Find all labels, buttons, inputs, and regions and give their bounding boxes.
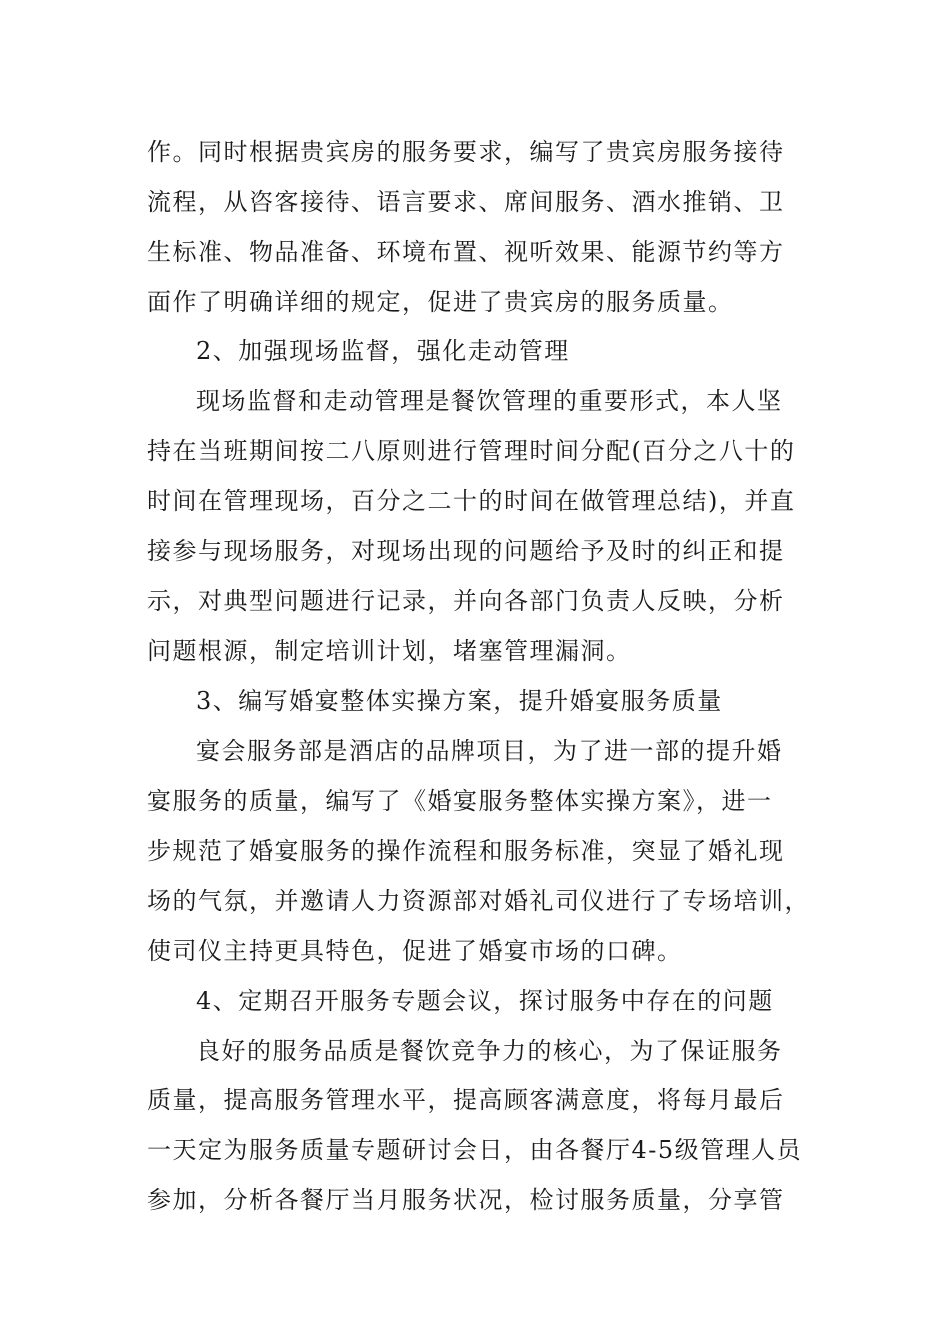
text-line: 现场监督和走动管理是餐饮管理的重要形式，本人坚 — [196, 387, 783, 415]
text-line: 场的气氛，并邀请人力资源部对婚礼司仪进行了专场培训， — [147, 887, 810, 915]
text-line: 步规范了婚宴服务的操作流程和服务标准，突显了婚礼现 — [147, 837, 785, 865]
text-line: 生标准、物品准备、环境布置、视听效果、能源节约等方 — [147, 238, 785, 266]
text-line: 宴服务的质量，编写了《婚宴服务整体实操方案》，进一 — [147, 787, 773, 815]
text-line: 宴会服务部是酒店的品牌项目，为了进一部的提升婚 — [196, 737, 783, 765]
text-line: 示，对典型问题进行记录，并向各部门负责人反映，分析 — [147, 587, 785, 615]
text-line: 持在当班期间按二八原则进行管理时间分配(百分之八十的 — [147, 437, 796, 465]
section-heading: 3、编写婚宴整体实操方案，提升婚宴服务质量 — [196, 687, 723, 715]
text-line: 使司仪主持更具特色，促进了婚宴市场的口碑。 — [147, 937, 683, 965]
text-line: 参加，分析各餐厅当月服务状况，检讨服务质量，分享管 — [147, 1186, 785, 1214]
text-line: 面作了明确详细的规定，促进了贵宾房的服务质量。 — [147, 288, 734, 316]
text-line: 良好的服务品质是餐饮竞争力的核心，为了保证服务 — [196, 1037, 783, 1065]
text-line: 接参与现场服务，对现场出现的问题给予及时的纠正和提 — [147, 537, 785, 565]
section-heading: 4、定期召开服务专题会议，探讨服务中存在的问题 — [196, 987, 774, 1015]
text-line: 问题根源，制定培训计划，堵塞管理漏洞。 — [147, 637, 632, 665]
text-line: 质量，提高服务管理水平，提高顾客满意度，将每月最后 — [147, 1086, 785, 1114]
text-line: 一天定为服务质量专题研讨会日，由各餐厅4-5级管理人员 — [147, 1136, 803, 1164]
text-line: 作。同时根据贵宾房的服务要求，编写了贵宾房服务接待 — [147, 138, 785, 166]
section-heading: 2、加强现场监督，强化走动管理 — [196, 337, 570, 365]
text-line: 时间在管理现场，百分之二十的时间在做管理总结)，并直 — [147, 487, 796, 515]
text-line: 流程，从咨客接待、语言要求、席间服务、酒水推销、卫 — [147, 188, 785, 216]
